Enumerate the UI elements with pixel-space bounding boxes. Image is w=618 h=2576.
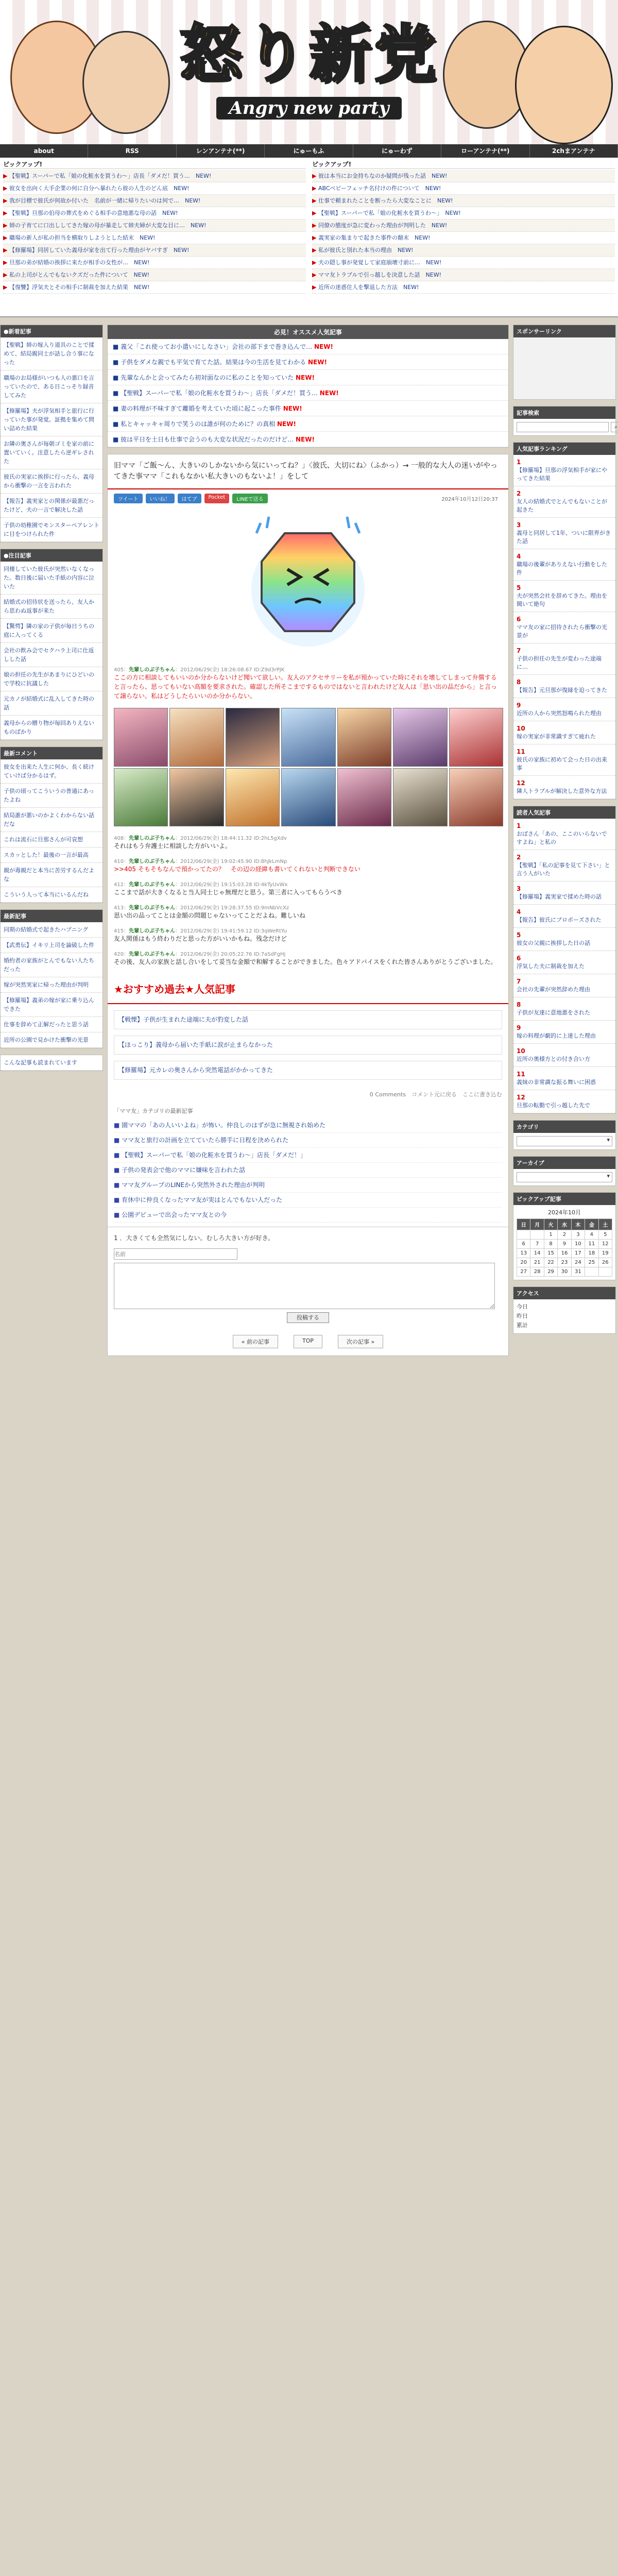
- pickup-item[interactable]: ▶ 彼女を出向く大手企業の何に自分へ暴れたら彼の人生のどん底 NEW!: [3, 182, 306, 195]
- comment: [108, 900, 508, 923]
- rank-text: 【修羅場】旦那の浮気相手が家にやってきた結果: [517, 467, 607, 482]
- rank-text: おばさん「あの、ここのいらないですよね」と私の: [517, 831, 607, 845]
- rank-item[interactable]: 7 子供の担任の先生が変わった途端に…: [513, 643, 615, 675]
- recommended-link[interactable]: ■ 【聖戦】スーパーで私「娘の化粧水を買うわ〜」店長「ダメだ！買う… NEW!: [108, 385, 508, 401]
- site-header: [0, 0, 618, 144]
- comment-header: 413：先輩しのぶ子ちゃん：2012/06/29(金) 19:28:37.55 ID:9mNbVcXz: [114, 905, 289, 911]
- pager: [108, 1328, 508, 1355]
- box-title: ●新着記事: [1, 325, 102, 337]
- pickup-item[interactable]: ▶ 【復讐】浮気夫とその相手に制裁を加えた結果 NEW!: [3, 281, 306, 294]
- box-title: スポンサーリンク: [513, 325, 615, 337]
- article-illustration: [108, 507, 508, 662]
- ad-thumbnail[interactable]: [337, 768, 391, 827]
- rec-text: 彼は平日を土日も仕事で会うのも大変な状況だったのだけど…: [121, 436, 294, 443]
- reader-rank-item[interactable]: 9 嫁の料理が劇的に上達した理由: [513, 1021, 615, 1044]
- article-date: 2024年10月12日20:37: [441, 497, 498, 502]
- share-line-button[interactable]: LINEで送る: [232, 494, 267, 503]
- ranking-box: [513, 442, 616, 800]
- share-twitter-button[interactable]: ツイート: [114, 494, 143, 503]
- pickup-left-title: ピックアップ!: [3, 160, 306, 169]
- comment-author: 先輩しのぶ子ちゃん: [129, 882, 176, 888]
- comment-date: 2012/06/29(金) 19:02:45.90 ID:8hJkLmNp: [180, 859, 287, 865]
- ad-thumbnail[interactable]: [114, 708, 168, 767]
- sidebar-link[interactable]: 【修羅場】義弟の嫁が家に乗り込んできた: [1, 993, 102, 1017]
- reader-rank-item[interactable]: 7 会社の先輩が突然辞めた理由: [513, 974, 615, 997]
- rank-item[interactable]: 8 【報告】元旦那が復縁を迫ってきた: [513, 675, 615, 698]
- pickup-item[interactable]: ▶ 我が目標で彼氏が何故か付いた 名前が一緒に帰りたいのは何で… NEW!: [3, 195, 306, 207]
- article-meta[interactable]: 0 Comments コメント元に戻る ここに書き込む: [369, 1091, 502, 1098]
- rank-item[interactable]: 10 嫁の実家が非常識すぎて疲れた: [513, 721, 615, 744]
- rank-item[interactable]: 11 彼氏の家族に初めて会った日の出来事: [513, 744, 615, 776]
- recommended-link[interactable]: ■ 先輩なんかと会ってみたら初対面なのに私のことを知っていた NEW!: [108, 370, 508, 385]
- sidebar-link[interactable]: 【報告】義実家との関係が最悪だったけど、夫の一言で解決した話: [1, 494, 102, 518]
- category-link[interactable]: ■ 子供の発表会で他のママに嫌味を言われた話: [114, 1163, 502, 1178]
- cal-head: 火: [544, 1219, 557, 1230]
- cal-head: 日: [517, 1219, 530, 1230]
- comment-body: ここまで話が大きくなると当人同士じゃ無理だと思う。第三者に入ってもらうべき: [114, 889, 343, 896]
- category-link[interactable]: ■ 育休中に仲良くなったママ友が実はとんでもない人だった: [114, 1193, 502, 1208]
- share-pocket-button[interactable]: Pocket: [204, 494, 230, 503]
- rank-text: 【修羅場】義実家で揉めた時の話: [517, 893, 602, 900]
- comment-date: 2012/06/29(金) 18:44:11.32 ID:2hL5gXdv: [180, 836, 287, 841]
- sidebar-link[interactable]: 元カノが結婚式に乱入してきた時の話: [1, 691, 102, 716]
- pickup-right-title: ピックアップ!: [312, 160, 615, 169]
- reader-rank-item[interactable]: 12 旦那の転勤で引っ越した先で: [513, 1090, 615, 1113]
- comment: [108, 662, 508, 704]
- share-hatena-button[interactable]: はてブ: [178, 494, 201, 503]
- pickup-section: [0, 158, 618, 317]
- comment-num: 413: [114, 905, 124, 911]
- archive-box: [513, 1156, 616, 1186]
- comment-num: 410: [114, 859, 124, 865]
- sidebar-link[interactable]: 近所の公園で見かけた衝撃の光景: [1, 1032, 102, 1048]
- sidebar-link[interactable]: 婚約者の家族がとんでもない人たちだった: [1, 953, 102, 977]
- prev-article-button[interactable]: « 前の記事: [233, 1335, 278, 1348]
- rank-text: 浮気した夫に制裁を加えた: [517, 963, 585, 970]
- share-facebook-button[interactable]: いいね！: [146, 494, 175, 503]
- category-link[interactable]: ■ ママ友グループのLINEから突然外された理由が判明: [114, 1178, 502, 1193]
- archive-select[interactable]: ▾: [517, 1172, 612, 1182]
- cal-head: 土: [598, 1219, 612, 1230]
- new-badge: NEW!: [277, 420, 296, 428]
- comment-header: 408：先輩しのぶ子ちゃん：2012/06/29(金) 18:44:11.32 ID:2hL5gXdv: [114, 836, 287, 841]
- comment-author: 先輩しのぶ子ちゃん: [129, 667, 176, 673]
- box-title: アクセス: [513, 1287, 615, 1299]
- share-bar: [108, 489, 508, 507]
- sidebar-link[interactable]: これは流石に旦那さんが可哀想: [1, 832, 102, 848]
- popular-past-title: ★おすすめ過去★人気記事: [108, 974, 508, 1004]
- pickup-item[interactable]: ▶ 【修羅場】同居していた義母が家を出て行った理由がヤバすぎ NEW!: [3, 244, 306, 257]
- comment-num: 412: [114, 882, 124, 888]
- nav-antenna-2[interactable]: ローアンテナ(**): [441, 144, 529, 158]
- comment-header: 405：先輩しのぶ子ちゃん：2012/06/29(金) 18:26:08.67 ID:Z9d3rPJK: [114, 667, 285, 673]
- ad-thumbnail[interactable]: [393, 768, 447, 827]
- next-article-button[interactable]: 次の記事 »: [338, 1335, 383, 1348]
- rank-text: 【聖戦】「私の記事を見て下さい」と言う人がいた: [517, 862, 610, 877]
- search-input[interactable]: [517, 422, 609, 432]
- main-nav: [0, 144, 618, 158]
- pickup-item[interactable]: ▶ ママ友トラブルで引っ越しを決意した話 NEW!: [312, 269, 615, 281]
- logo-subtitle: Angry new party: [216, 97, 401, 120]
- comment-author: 先輩しのぶ子ちゃん: [129, 928, 176, 934]
- comment-section: 1 ．大きくても全然気にしない。むしろ大きい方が好き。 名前 投稿する: [108, 1227, 508, 1328]
- left-sidebar: [0, 325, 103, 1077]
- ad-thumbnail[interactable]: [281, 768, 335, 827]
- comment-num: 415: [114, 928, 124, 934]
- recommended-title: 必見！オススメ人気記事: [108, 325, 508, 339]
- pickup-left: [0, 158, 309, 296]
- sidebar-link[interactable]: 娘の担任の先生があまりにひどいので学校に抗議した: [1, 667, 102, 691]
- rank-item[interactable]: 2 友人の結婚式でとんでもないことが起きた: [513, 486, 615, 518]
- name-input[interactable]: [114, 1248, 237, 1260]
- category-select[interactable]: ▾: [517, 1136, 612, 1146]
- sidebar-link[interactable]: お隣の奥さんが毎朝ゴミを家の前に置いていく。注意したら逆ギレされた: [1, 436, 102, 469]
- pickup-item[interactable]: ▶ ABCベビーフェッチ名付けの件について NEW!: [312, 182, 615, 195]
- ad-thumbnail[interactable]: [281, 708, 335, 767]
- recommended-link[interactable]: ■ 妻の料理が不味すぎて離婚を考えていた頃に起こった事件 NEW!: [108, 401, 508, 416]
- sidebar-link[interactable]: 彼氏の実家に挨拶に行ったら、義母から衝撃の一言を言われた: [1, 469, 102, 494]
- rank-text: 近所の人から突然怒鳴られた理由: [517, 710, 602, 717]
- nav-nyuwazu[interactable]: にゅーわず: [353, 144, 441, 158]
- also-read-box: [0, 1055, 103, 1071]
- box-title: 最新記事: [1, 910, 102, 922]
- reader-rank-item[interactable]: 3 【修羅場】義実家で揉めた時の話: [513, 882, 615, 905]
- category-link[interactable]: ■ 【聖戦】スーパーで私「娘の化粧水を買うわ〜」店長「ダメだ！」: [114, 1148, 502, 1163]
- nav-antenna-3[interactable]: 2chまアンテナ: [530, 144, 618, 158]
- new-badge: NEW!: [319, 389, 339, 397]
- comment: [108, 923, 508, 946]
- nav-rss[interactable]: RSS: [88, 144, 176, 158]
- box-title: アーカイブ: [513, 1157, 615, 1169]
- box-title: 読者人気記事: [513, 806, 615, 819]
- sidebar-link[interactable]: 結局誰が悪いのかよくわからない話だな: [1, 808, 102, 832]
- pickup-item[interactable]: ▶ 私が彼氏と別れた本当の理由 NEW!: [312, 244, 615, 257]
- pickup-item[interactable]: ▶ 姉の子育てに口出ししてきた嫁の母が暴走して姉夫婦が大変な目に… NEW!: [3, 219, 306, 232]
- article: [107, 454, 509, 1356]
- ad-thumbnail[interactable]: [337, 708, 391, 767]
- pickup-item[interactable]: ▶ 職場の新人が私の担当を横取りしようとした結末 NEW!: [3, 232, 306, 244]
- rank-item[interactable]: 5 夫が突然会社を辞めてきた。理由を聞いて絶句: [513, 581, 615, 612]
- sidebar-link[interactable]: 同棲していた彼氏が突然いなくなった。数日後に届いた手紙の内容に泣いた: [1, 562, 102, 595]
- rank-text: 【報告】元旦那が復縁を迫ってきた: [517, 687, 607, 693]
- reader-rank-item[interactable]: 2 【聖戦】「私の記事を見て下さい」と言う人がいた: [513, 850, 615, 882]
- box-title: 人気記事ランキング: [513, 443, 615, 455]
- sidebar-link[interactable]: 結婚式の招待状を送ったら、友人から思わぬ返事が来た: [1, 595, 102, 619]
- comment: [108, 831, 508, 854]
- search-icon[interactable]: ⌕: [611, 422, 618, 432]
- rank-item[interactable]: 1 【修羅場】旦那の浮気相手が家にやってきた結果: [513, 455, 615, 486]
- ad-thumbnail[interactable]: [226, 708, 280, 767]
- comment: [108, 854, 508, 877]
- category-link[interactable]: ■ 園ママの「あの人いいよね」が怖い。仲良しのはずが急に無視され始めた: [114, 1118, 502, 1133]
- sidebar-link[interactable]: 同期の結婚式で起きたハプニング: [1, 922, 102, 938]
- cal-head: 水: [558, 1219, 571, 1230]
- comment-count: 1: [114, 1234, 118, 1242]
- logo-title: 怒り新党: [179, 18, 439, 90]
- rank-item[interactable]: 4 職場の後輩がありえない行動をした件: [513, 549, 615, 581]
- rec-text: 義父「これ使ってお小遣いにしなさい」会社の部下まで巻き込んで…: [121, 343, 313, 350]
- ad-slot[interactable]: [513, 337, 615, 399]
- rank-text: 友人の結婚式でとんでもないことが起きた: [517, 498, 607, 513]
- cal-head: 木: [571, 1219, 585, 1230]
- ad-thumbnail-grid: [114, 708, 503, 826]
- comment-body: 思い出の品ってことは金額の問題じゃないってことだよね。難しいね: [114, 912, 306, 919]
- comment-date: 2012/06/29(金) 20:05:22.76 ID:7aSdFgHj: [180, 952, 286, 957]
- box-title: 最新コメント: [1, 747, 102, 759]
- rank-text: 彼女の父親に挨拶した日の話: [517, 940, 590, 946]
- nav-about[interactable]: about: [0, 144, 88, 158]
- comment-author: 先輩しのぶ子ちゃん: [129, 952, 176, 957]
- category-box: [513, 1120, 616, 1150]
- new-badge: NEW!: [296, 374, 315, 381]
- nav-antenna-1[interactable]: レンアンテナ(**): [177, 144, 265, 158]
- sponsor-box: [513, 325, 616, 400]
- rank-text: 旦那の転勤で引っ越した先で: [517, 1102, 590, 1109]
- sidebar-link[interactable]: こういう人って本当にいるんだね: [1, 887, 102, 903]
- comment-date: 2012/06/29(金) 19:15:03.28 ID:4kTyUvWx: [180, 882, 288, 888]
- calendar-box: [513, 1192, 616, 1280]
- pickup-item[interactable]: ▶ 仕事で頼まれたことを断ったら大変なことに NEW!: [312, 195, 615, 207]
- sidebar-link[interactable]: 子供の頃ってこういうの普通にあったよね: [1, 784, 102, 808]
- rank-text: 彼氏の家族に初めて会った日の出来事: [517, 756, 607, 771]
- new-badge: NEW!: [283, 405, 302, 412]
- rank-text: 近所の奥様方との付き合い方: [517, 1056, 590, 1062]
- rank-text: 会社の先輩が突然辞めた理由: [517, 986, 590, 993]
- comment: [108, 946, 508, 974]
- site-logo[interactable]: [175, 15, 443, 134]
- comment-header: 410：先輩しのぶ子ちゃん：2012/06/29(金) 19:02:45.90 ID:8hJkLmNp: [114, 859, 287, 865]
- ad-thumbnail[interactable]: [226, 768, 280, 827]
- latest-posts-box: [0, 909, 103, 1048]
- pickup-item[interactable]: ▶ 彼は本当にお金持ちなのか疑問が残った話 NEW!: [312, 170, 615, 182]
- comment-author: 先輩しのぶ子ちゃん: [129, 836, 176, 841]
- rank-text: 【報告】彼氏にプロポーズされた: [517, 917, 602, 923]
- new-badge: NEW!: [296, 436, 315, 443]
- pickup-item[interactable]: ▶ 私の上司がとんでもないクズだった件について NEW!: [3, 269, 306, 281]
- access-yesterday: 昨日: [517, 1313, 528, 1319]
- sidebar-link[interactable]: スカッとした！最後の一言が最高: [1, 848, 102, 863]
- comment-date: 2012/06/29(金) 19:41:59.12 ID:3qWeRtYu: [180, 928, 287, 934]
- reader-comment: 大きくても全然気にしない。むしろ大きい方が好き。: [126, 1234, 274, 1242]
- comment-num: 405: [114, 667, 124, 673]
- rank-text: 隣人トラブルが解決した意外な方法: [517, 788, 607, 794]
- pickup-item[interactable]: ▶ 夫の隠し事が発覚して家庭崩壊寸前に… NEW!: [312, 257, 615, 269]
- nav-nyumofu[interactable]: にゅーもふ: [265, 144, 353, 158]
- box-title: ●注目記事: [1, 549, 102, 562]
- box-title: 記事検索: [513, 406, 615, 419]
- rec-text: 私とキャッキャ周りで笑うのは誰が何のために？の真相: [121, 420, 276, 428]
- ad-thumbnail[interactable]: [169, 708, 224, 767]
- rec-text: 【聖戦】スーパーで私「娘の化粧水を買うわ〜」店長「ダメだ！買う…: [121, 389, 318, 397]
- reader-rank-item[interactable]: 4 【報告】彼氏にプロポーズされた: [513, 905, 615, 928]
- pickup-item[interactable]: ▶ 旦那の弟が結婚の挨拶に来たが相手の女性が… NEW!: [3, 257, 306, 269]
- related-link[interactable]: 【修羅場】元カレの奥さんから突然電話がかかってきた: [114, 1061, 502, 1080]
- comment-author: 先輩しのぶ子ちゃん: [129, 905, 176, 911]
- ad-thumbnail[interactable]: [114, 768, 168, 827]
- rank-text: 夫が突然会社を辞めてきた。理由を聞いて絶句: [517, 592, 607, 607]
- comment-date: 2012/06/29(金) 19:28:37.55 ID:9mNbVcXz: [180, 905, 289, 911]
- character-man-icon: [82, 31, 170, 134]
- recommended-link[interactable]: ■ 彼は平日を土日も仕事で会うのも大変な状況だったのだけど… NEW!: [108, 432, 508, 447]
- comment-body: その後、友人の家族と話し合いをして妥当な金額で和解することができました。色々アドバイスをくれた皆さんありがとうございました。: [114, 958, 497, 965]
- rank-item[interactable]: 12 隣人トラブルが解決した意外な方法: [513, 776, 615, 799]
- comment-body: ここの方に相談してもいいのか分からないけど聞いて欲しい。友人のアクセサリーを私が預かっていた時にそれを壊してしまって弁償すると言ったら、思ってもいない高額を要求された。確認した所そこまでするものではないと言われたけど友人は「思い出の品だから」と言って譲らない。私はどうしたらいいのか分からない。: [114, 674, 497, 700]
- rank-text: 嫁の料理が劇的に上達した理由: [517, 1032, 596, 1039]
- category-link[interactable]: ■ 公園デビューで出会ったママ友との今: [114, 1208, 502, 1223]
- access-box: [513, 1286, 616, 1334]
- cal-head: 月: [530, 1219, 544, 1230]
- rec-text: 子供をダメな親でも平気で育てた話。結果は今の生活を見てわかる: [121, 359, 306, 366]
- pickup-item[interactable]: ▶ 【聖戦】旦那の伯母の葬式をめぐる相手の意地悪な母の話 NEW!: [3, 207, 306, 219]
- ad-thumbnail[interactable]: [393, 708, 447, 767]
- rank-text: 嫁の実家が非常識すぎて疲れた: [517, 733, 596, 740]
- sidebar-link[interactable]: 【武勇伝】イキリ上司を論破した件: [1, 938, 102, 953]
- rank-item[interactable]: 3 義母と同居して1年、ついに限界がきた話: [513, 518, 615, 549]
- reader-rank-item[interactable]: 10 近所の奥様方との付き合い方: [513, 1044, 615, 1067]
- search-box: [513, 406, 616, 436]
- sidebar-link[interactable]: 【驚愕】隣の家の子供が毎日うちの庭に入ってくる: [1, 619, 102, 643]
- ad-thumbnail[interactable]: [449, 708, 503, 767]
- submit-button[interactable]: 投稿する: [287, 1312, 329, 1323]
- reader-rank-item[interactable]: 8 子供が友達に意地悪をされた: [513, 997, 615, 1021]
- box-title: ピックアップ記事: [513, 1193, 615, 1205]
- rec-text: 先輩なんかと会ってみたら初対面なのに私のことを知っていた: [121, 374, 294, 381]
- comment-textarea[interactable]: [114, 1263, 495, 1309]
- sidebar-link[interactable]: 義母からの贈り物が毎回ありえないものばかり: [1, 716, 102, 740]
- related-link[interactable]: 【戦慄】子供が生まれた途端に夫が豹変した話: [114, 1010, 502, 1029]
- related-link[interactable]: 【ほっこり】義母から届いた手紙に涙が止まらなかった: [114, 1036, 502, 1055]
- rank-item[interactable]: 9 近所の人から突然怒鳴られた理由: [513, 698, 615, 721]
- sidebar-link[interactable]: 【修羅場】夫が浮気相手と旅行に行っていた事が発覚。証拠を集めて問い詰めた結果: [1, 403, 102, 436]
- calendar: [513, 1205, 615, 1280]
- access-today: 今日: [517, 1303, 528, 1310]
- pickup-right: [309, 158, 618, 296]
- comment-num: 408: [114, 836, 124, 841]
- reader-rank-item[interactable]: 6 浮気した夫に制裁を加えた: [513, 951, 615, 974]
- sidebar-link[interactable]: 職場のお局様がいつも人の悪口を言っていたので、ある日こっそり録音してみた: [1, 370, 102, 403]
- sidebar-link[interactable]: こんな記事も読まれています: [1, 1055, 102, 1071]
- pickup-item[interactable]: ▶ 義実家の集まりで起きた事件の顛末 NEW!: [312, 232, 615, 244]
- character-woman-right-icon: [515, 26, 613, 144]
- right-sidebar: [513, 325, 616, 1340]
- sidebar-link[interactable]: 【聖戦】姉の嫁入り道具のことで揉めて、結局親同士が話し合う事になった: [1, 337, 102, 370]
- comment-header: 415：先輩しのぶ子ちゃん：2012/06/29(金) 19:41:59.12 ID:3qWeRtYu: [114, 928, 287, 934]
- comment-body: 友人関係はもう終わりだと思った方がいいかもね。残念だけど: [114, 935, 287, 942]
- cal-head: 金: [585, 1219, 598, 1230]
- calendar-month: 2024年10月: [548, 1209, 581, 1216]
- pickup-item[interactable]: ▶ 同僚の態度が急に変わった理由が判明した NEW!: [312, 219, 615, 232]
- comment-date: 2012/06/29(金) 18:26:08.67 ID:Z9d3rPJK: [180, 667, 285, 673]
- rainbow-face-icon: [236, 513, 380, 657]
- pickup-item[interactable]: ▶ 【聖戦】スーパーで私「娘の化粧水を買うわ〜」 NEW!: [312, 207, 615, 219]
- rank-text: 義妹の非常識な振る舞いに困惑: [517, 1079, 596, 1086]
- new-badge: NEW!: [314, 343, 333, 350]
- reader-rank-item[interactable]: 5 彼女の父親に挨拶した日の話: [513, 928, 615, 951]
- rank-text: 子供が友達に意地悪をされた: [517, 1009, 590, 1016]
- comment-num: 420: [114, 952, 124, 957]
- comment-header: 412：先輩しのぶ子ちゃん：2012/06/29(金) 19:15:03.28 ID:4kTyUvWx: [114, 882, 288, 888]
- new-badge: NEW!: [308, 359, 327, 366]
- rank-text: 義母と同居して1年、ついに限界がきた話: [517, 530, 611, 545]
- sidebar-link[interactable]: 子供の幼稚園でモンスターペアレントに目をつけられた件: [1, 518, 102, 542]
- recommended-link[interactable]: ■ 子供をダメな親でも平気で育てた話。結果は今の生活を見てわかる NEW!: [108, 354, 508, 370]
- sidebar-link[interactable]: 嫁が突然実家に帰った理由が判明: [1, 977, 102, 993]
- sidebar-link[interactable]: 親が毒親だと本当に苦労するんだよな: [1, 863, 102, 887]
- rank-text: ママ友の家に招待されたら衝撃の光景が: [517, 624, 607, 639]
- comment-body: それはもう弁護士に相談した方がいいよ。: [114, 842, 232, 850]
- comment-author: 先輩しのぶ子ちゃん: [129, 859, 176, 865]
- box-title: カテゴリ: [513, 1121, 615, 1133]
- access-total: 累計: [517, 1322, 528, 1329]
- rank-text: 子供の担任の先生が変わった途端に…: [517, 655, 602, 670]
- sidebar-link[interactable]: 会社の飲み会でセクハラ上司に仕返しした話: [1, 643, 102, 667]
- top-button[interactable]: TOP: [294, 1335, 322, 1348]
- sidebar-link[interactable]: 彼女を出来た人生に何か、長く続けていけば分かるはず。: [1, 759, 102, 784]
- latest-comments-box: [0, 747, 103, 903]
- rank-item[interactable]: 6 ママ友の家に招待されたら衝撃の光景が: [513, 612, 615, 643]
- rec-text: 妻の料理が不味すぎて離婚を考えていた頃に起こった事件: [121, 405, 281, 412]
- comment: [108, 877, 508, 900]
- ad-thumbnail[interactable]: [169, 768, 224, 827]
- pickup-item[interactable]: ▶ 【聖戦】スーパーで私「娘の化粧水を買うわ〜」店長「ダメだ！買う… NEW!: [3, 170, 306, 182]
- reader-rank-item[interactable]: 11 義妹の非常識な振る舞いに困惑: [513, 1067, 615, 1090]
- calendar-table: 日 月 火 水 木 金 土 1 2 3 4 5 6 7 8 9 10 11 12 13 14 15 16 17 18 19 20 21 22 23 24 25 26 27 28 29 30 31: [517, 1218, 612, 1277]
- recommended-link[interactable]: ■ 私とキャッキャ周りで笑うのは誰が何のために？の真相 NEW!: [108, 416, 508, 432]
- ad-thumbnail[interactable]: [449, 768, 503, 827]
- reader-rank-item[interactable]: 1 おばさん「あの、ここのいらないですよね」と私の: [513, 819, 615, 850]
- category-intro: 「ママ友」カテゴリの最新記事: [114, 1108, 193, 1114]
- rank-text: 職場の後輩がありえない行動をした件: [517, 561, 607, 576]
- main-content: [107, 325, 509, 1356]
- comment-header: 420：先輩しのぶ子ちゃん：2012/06/29(金) 20:05:22.76 ID:7aSdFgHj: [114, 952, 286, 957]
- recommended-link[interactable]: ■ 義父「これ使ってお小遣いにしなさい」会社の部下まで巻き込んで… NEW!: [108, 339, 508, 354]
- featured-articles-box: [0, 549, 103, 740]
- pickup-item[interactable]: ▶ 近所の迷惑住人を撃退した方法 NEW!: [312, 281, 615, 294]
- article-title: 旧ママ「ご飯～ん、大きいのしかないから気にいってね？」〈彼氏、大切にね〉（ふかっ）→ 一般的な大人の迷いがやってきた事ママ「これもなかい私大きいのもないよ！」をして: [108, 454, 508, 489]
- comment-body: >>405 そもそもなんで預かってたの？ その辺の経緯も書いてくれないと判断できない: [114, 866, 360, 873]
- new-articles-box: [0, 325, 103, 543]
- reader-ranking-box: [513, 806, 616, 1114]
- recommended-box: [107, 325, 509, 448]
- category-link[interactable]: ■ ママ友と旅行の計画を立てていたら勝手に日程を決められた: [114, 1133, 502, 1148]
- sidebar-link[interactable]: 仕事を辞めて正解だったと思う話: [1, 1017, 102, 1032]
- category-list: [108, 1103, 508, 1227]
